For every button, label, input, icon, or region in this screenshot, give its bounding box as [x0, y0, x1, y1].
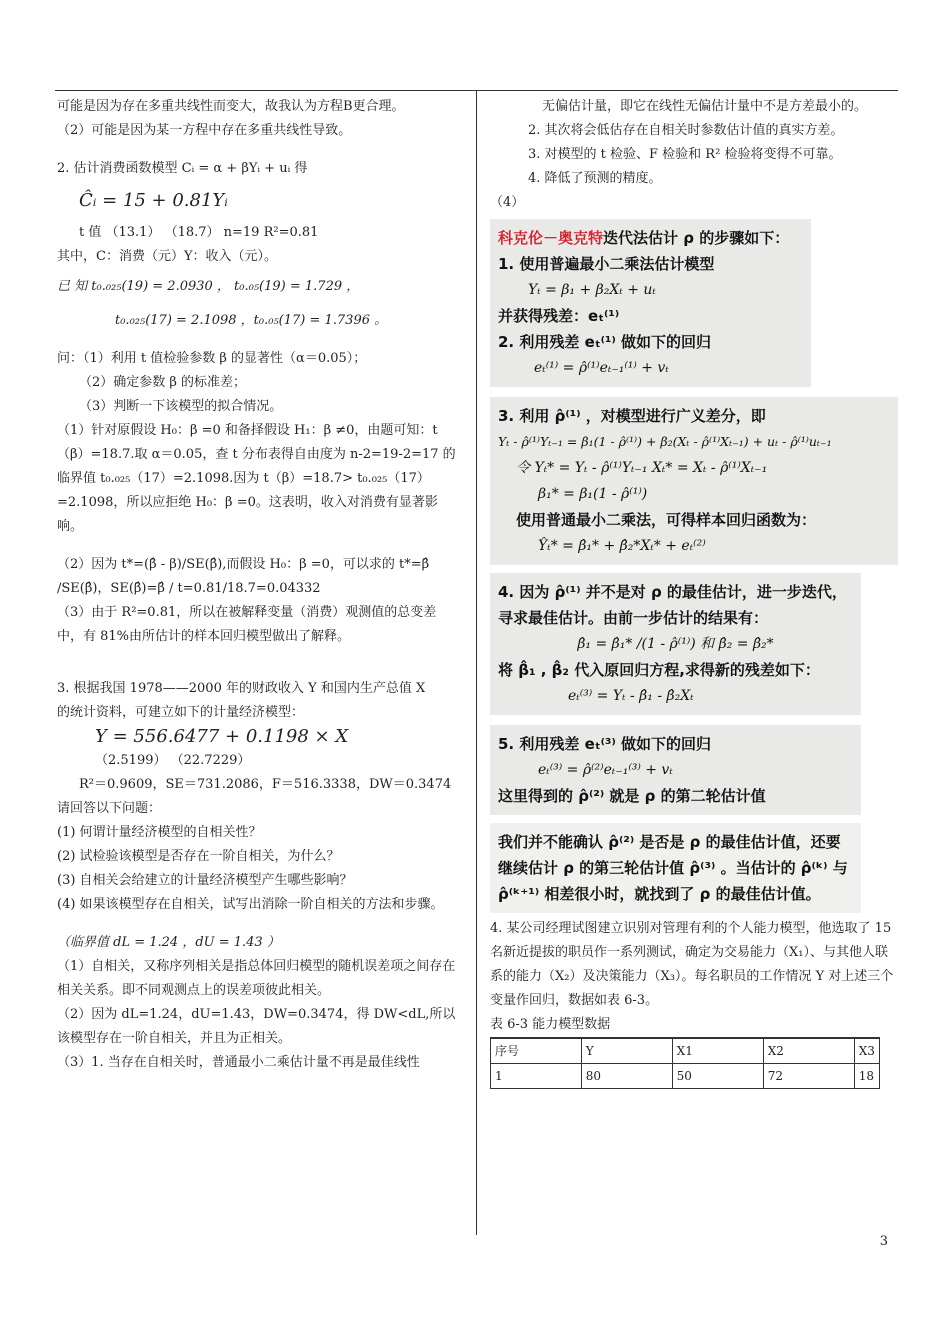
question-item: (4) 如果该模型存在自相关，试写出消除一阶自相关的方法和步骤。: [57, 897, 444, 912]
question-2-title: 2. 估计消费函数模型 Cᵢ = α + βYᵢ + uᵢ 得: [57, 161, 308, 176]
answer: （3）1. 当存在自相关时，普通最小二乘估计量不再是最佳线性: [57, 1055, 420, 1070]
answer: （1）针对原假设 H₀：β =0 和备择假设 H₁：β ≠0，由题可知：t（β）=18.7.取 α＝0.05，查 t 分布表得自由度为 n-2=19-2=17 的临界值 t₀.₀₂₅（17）=2.1098.因为 t（β）=18.7> t₀.₀₂₅（17）=2.1098，所以应拒绝 H₀：β =0。这表明，收入对消费有显著影响。: [57, 423, 456, 534]
table-cell: 1: [491, 1064, 582, 1089]
ability-model-table: [490, 1037, 880, 1089]
table-cell: 50: [672, 1064, 763, 1089]
equation: 令 Yₜ* = Yₜ - ρ̂⁽¹⁾Yₜ₋₁ Xₜ* = Xₜ - ρ̂⁽¹⁾Xₜ₋₁: [516, 460, 768, 476]
text-line: （4）: [490, 195, 525, 210]
cochrane-orcutt-panel-2: [490, 397, 898, 565]
method-name: 科克伦－奥克特: [498, 229, 604, 247]
equation: Ĉᵢ = 15 + 0.81Yᵢ: [79, 190, 228, 211]
step: 4. 因为 ρ̂⁽¹⁾ 并不是对 ρ 的最佳估计，进一步迭代，寻求最佳估计。由前一步估计的结果有：: [498, 583, 847, 627]
question-4: 4. 某公司经理试图建立识别对管理有利的个人能力模型，他选取了 15 名新近提拔的职员作一系列测试，确定为交易能力（X₁）、与其他人联系的能力（X₂）及决策能力（X₃）。每名职员的工作情况 Y 对上述三个变量作回归，数据如表 6-3。: [490, 921, 894, 1008]
question-ask: （3）判断一下该模型的拟合情况。: [79, 399, 283, 414]
standard-errors: （2.5199） （22.7229）: [95, 753, 251, 768]
answer: （2）因为 t*=(β̂ - β)/SE(β̂),而假设 H₀：β =0，可以求的 t*=β̂ /SE(β̂)，SE(β̂)=β̂ / t=0.81/18.7=0.04332: [57, 557, 430, 596]
equation: eₜ⁽¹⁾ = ρ̂⁽¹⁾eₜ₋₁⁽¹⁾ + vₜ: [534, 360, 669, 376]
text-line: （2）可能是因为某一方程中存在多重共线性导致。: [57, 123, 352, 138]
left-column: [57, 95, 462, 1075]
text-line: 其中，C：消费（元）Y：收入（元）。: [57, 249, 278, 264]
cochrane-orcutt-panel-4: [490, 725, 861, 815]
step: 我们并不能确认 ρ̂⁽²⁾ 是否是 ρ 的最佳估计值，还要继续估计 ρ 的第三轮估计值 ρ̂⁽³⁾ 。当估计的 ρ̂⁽ᵏ⁾ 与 ρ̂⁽ᵏ⁺¹⁾ 相差很小时，就找到了 ρ 的最佳估计值。: [498, 833, 848, 903]
critical-values: （临界值 dL = 1.24 ，dU = 1.43 ）: [57, 935, 280, 950]
step: 并获得残差：eₜ⁽¹⁾: [498, 307, 620, 325]
cochrane-orcutt-panel-1: [490, 219, 811, 387]
table-header-cell: 序号: [491, 1038, 582, 1064]
text-line: 可能是因为存在多重共线性而变大，故我认为方程B更合理。: [57, 99, 405, 114]
column-divider: [476, 90, 477, 1235]
question-item: (1) 何谓计量经济模型的自相关性？: [57, 825, 262, 840]
question-item: (2) 试检验该模型是否存在一阶自相关，为什么？: [57, 849, 340, 864]
question-3-title-2: 的统计资料，可建立如下的计量经济模型：: [57, 705, 305, 720]
table-header-cell: X3: [854, 1038, 879, 1064]
page-number: 3: [879, 1234, 888, 1249]
text-line: 请回答以下问题：: [57, 801, 162, 816]
table-cell: 80: [581, 1064, 672, 1089]
equation: eₜ⁽³⁾ = Yₜ - β̂₁ - β̂₂Xₜ: [568, 688, 694, 704]
text-line: 4. 降低了预测的精度。: [528, 171, 662, 186]
question-ask: （2）确定参数 β 的标准差；: [79, 375, 247, 390]
equation: β̂₁ = β̂₁* /(1 - ρ̂⁽¹⁾) 和 β̂₂ = β̂₂*: [577, 636, 774, 652]
step: 2. 利用残差 eₜ⁽¹⁾ 做如下的回归: [498, 333, 712, 351]
stats-line: R²＝0.9609，SE＝731.2086，F＝516.3338，DW＝0.3474: [79, 777, 452, 792]
table-cell: 18: [854, 1064, 879, 1089]
step: 这里得到的 ρ̂⁽²⁾ 就是 ρ 的第二轮估计值: [498, 787, 766, 805]
answer: （3）由于 R²=0.81，所以在被解释变量（消费）观测值的总变差中，有 81%由所估计的样本回归模型做出了解释。: [57, 605, 437, 644]
right-column: [490, 95, 898, 1089]
question-item: (3) 自相关会给建立的计量经济模型产生哪些影响？: [57, 873, 353, 888]
step: 将 β̂₁ , β̂₂ 代入原回归方程,求得新的残差如下：: [498, 661, 820, 679]
answer: （2）因为 dL=1.24，dU=1.43，DW=0.3474，得 DW<dL,所以该模型存在一阶自相关，并且为正相关。: [57, 1007, 456, 1046]
known-values: 已 知 t₀.₀₂₅(19) = 2.0930 ， t₀.₀₅(19) = 1.729 ，: [57, 279, 360, 294]
equation: Yₜ - ρ̂⁽¹⁾Yₜ₋₁ = β₁(1 - ρ̂⁽¹⁾) + β₂(Xₜ - ρ̂⁽¹⁾Xₜ₋₁) + uₜ - ρ̂⁽¹⁾uₜ₋₁: [498, 434, 832, 449]
step: 3. 利用 ρ̂⁽¹⁾ ，对模型进行广义差分，即: [498, 407, 766, 425]
cochrane-orcutt-panel-3: [490, 573, 861, 715]
equation: Yₜ = β₁ + β₂Xₜ + uₜ: [528, 282, 656, 298]
equation: eₜ⁽³⁾ = ρ̂⁽²⁾eₜ₋₁⁽³⁾ + vₜ: [538, 762, 673, 778]
table-caption: 表 6-3 能力模型数据: [490, 1017, 611, 1032]
equation: Ŷₜ* = β̂₁* + β̂₂*Xₜ* + eₜ⁽²⁾: [538, 538, 706, 554]
step: 使用普通最小二乘法，可得样本回归函数为：: [516, 511, 817, 529]
equation: β₁* = β₁(1 - ρ̂⁽¹⁾): [538, 486, 648, 502]
table-header-cell: Y: [581, 1038, 672, 1064]
table-row: [491, 1064, 880, 1089]
table-cell: 72: [763, 1064, 854, 1089]
table-header-cell: X2: [763, 1038, 854, 1064]
table-header-cell: X1: [672, 1038, 763, 1064]
step: 5. 利用残差 eₜ⁽³⁾ 做如下的回归: [498, 735, 712, 753]
t-values: t 值 （13.1） （18.7） n=19 R²=0.81: [79, 225, 319, 240]
equation: Y = 556.6477 + 0.1198 × X: [95, 726, 349, 747]
text-line: 2. 其次将会低估存在自相关时参数估计值的真实方差。: [528, 123, 844, 138]
panel-title: 迭代法估计 ρ 的步骤如下：: [603, 229, 790, 247]
answer: （1）自相关，又称序列相关是指总体回归模型的随机误差项之间存在相关关系。即不同观测点上的误差项彼此相关。: [57, 959, 456, 998]
question-ask: 问：（1）利用 t 值检验参数 β 的显著性（α＝0.05）；: [57, 351, 367, 366]
text-line: 无偏估计量，即它在线性无偏估计量中不是方差最小的。: [542, 99, 868, 114]
step: 1. 使用普遍最小二乘法估计模型: [498, 255, 715, 273]
known-values-2: t₀.₀₂₅(17) = 2.1098 ，t₀.₀₅(17) = 1.7396 。: [115, 313, 388, 328]
text-line: 3. 对模型的 t 检验、F 检验和 R² 检验将变得不可靠。: [528, 147, 842, 162]
question-3-title: 3. 根据我国 1978——2000 年的财政收入 Y 和国内生产总值 X: [57, 681, 426, 696]
table-header-row: [491, 1038, 880, 1064]
cochrane-orcutt-panel-5: [490, 823, 861, 913]
